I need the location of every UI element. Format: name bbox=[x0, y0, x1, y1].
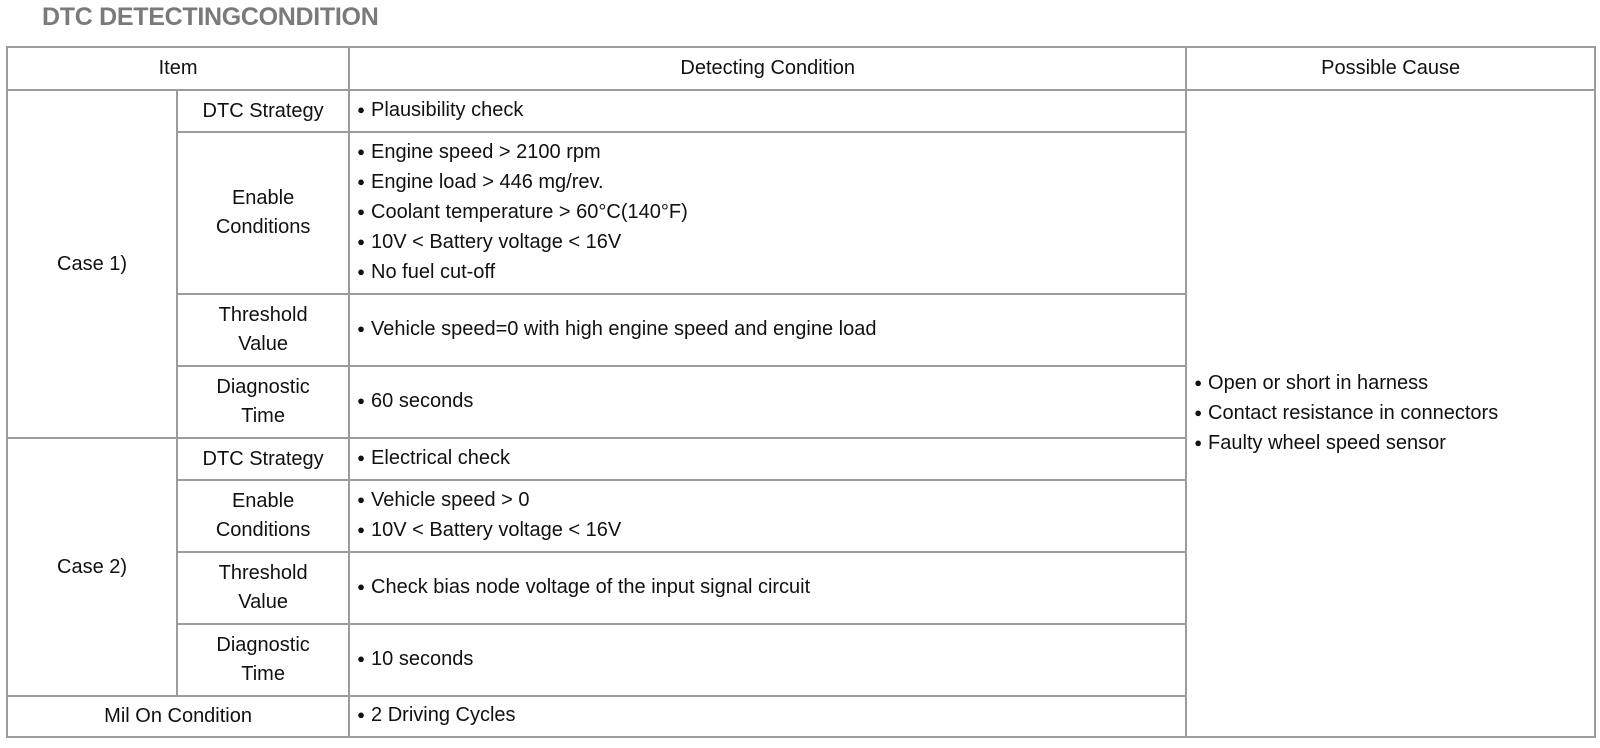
case-1-item-diagnostic-time: Diagnostic Time bbox=[177, 366, 349, 438]
mil-on-condition-label: Mil On Condition bbox=[7, 696, 349, 737]
case-1-item-enable-conditions: Enable Conditions bbox=[177, 132, 349, 294]
table-row bbox=[7, 90, 1595, 132]
header-row bbox=[7, 47, 1595, 90]
cause-item: ● Contact resistance in connectors bbox=[1194, 399, 1594, 429]
case-2-item-dtc-strategy: DTC Strategy bbox=[177, 438, 349, 480]
page-title: DTC DETECTINGCONDITION bbox=[42, 3, 379, 31]
header-detecting-condition: Detecting Condition bbox=[349, 47, 1186, 90]
case-2-threshold-value: ● Check bias node voltage of the input signal circuit bbox=[349, 552, 1186, 624]
mil-on-condition-value: ● 2 Driving Cycles bbox=[349, 696, 1186, 737]
possible-cause-cell bbox=[1186, 90, 1595, 737]
case-2-item-enable-conditions: Enable Conditions bbox=[177, 480, 349, 552]
cause-item: ● Faulty wheel speed sensor bbox=[1194, 429, 1594, 459]
header-possible-cause: Possible Cause bbox=[1186, 47, 1595, 90]
header-item: Item bbox=[7, 47, 349, 90]
case-1-item-dtc-strategy: DTC Strategy bbox=[177, 90, 349, 132]
case-1-label: Case 1) bbox=[7, 90, 177, 438]
cause-item: ● Open or short in harness bbox=[1194, 369, 1594, 399]
case-1-dtc-strategy-condition: ● Plausibility check bbox=[349, 90, 1186, 132]
case-2-item-threshold-value: Threshold Value bbox=[177, 552, 349, 624]
case-1-enable-conditions: ● Engine speed > 2100 rpm ● Engine load > 446 mg/rev. ● Coolant temperature > 60°C(140°F) ● 10V < Battery voltage < 16V ● No fuel cut-off bbox=[349, 132, 1186, 294]
case-1-item-threshold-value: Threshold Value bbox=[177, 294, 349, 366]
dtc-table bbox=[6, 46, 1596, 738]
case-2-diagnostic-time: ● 10 seconds bbox=[349, 624, 1186, 696]
case-2-dtc-strategy-condition: ● Electrical check bbox=[349, 438, 1186, 480]
case-2-item-diagnostic-time: Diagnostic Time bbox=[177, 624, 349, 696]
case-2-enable-conditions: ● Vehicle speed > 0 ● 10V < Battery voltage < 16V bbox=[349, 480, 1186, 552]
case-1-diagnostic-time: ● 60 seconds bbox=[349, 366, 1186, 438]
case-2-label: Case 2) bbox=[7, 438, 177, 696]
case-1-threshold-value: ● Vehicle speed=0 with high engine speed and engine load bbox=[349, 294, 1186, 366]
